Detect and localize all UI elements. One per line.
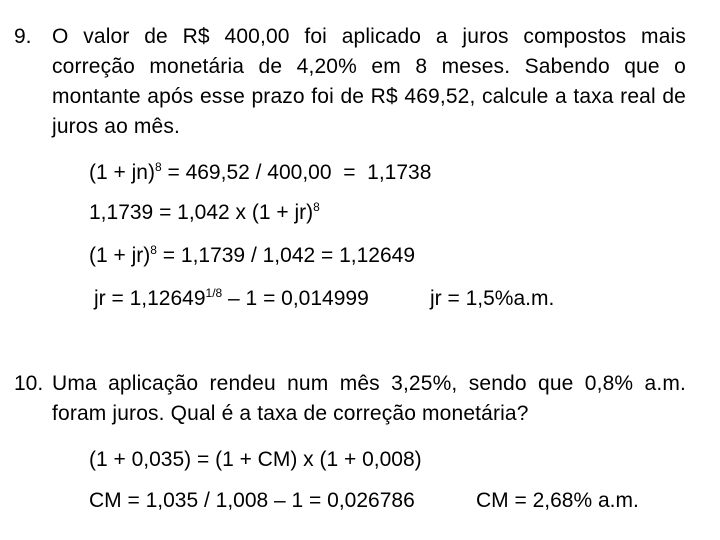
problem-statement <box>52 22 686 142</box>
statement-line: foram juros. Qual é a taxa de correção monetária? <box>52 402 529 425</box>
result-10: CM = 2,68% a.m. <box>476 489 639 512</box>
calc-line-1 <box>89 160 431 186</box>
calc-text: jr = 1,12649 <box>94 287 206 310</box>
problem-number: 9. <box>14 25 32 48</box>
statement-line: Uma aplicação rendeu num mês 3,25%, sendo que 0,8% a.m. <box>52 372 686 395</box>
calc-line-2 <box>89 200 320 226</box>
calc-text: (1 + jr) <box>89 244 151 267</box>
calc-line-1: (1 + 0,035) = (1 + CM) x (1 + 0,008) <box>89 448 422 471</box>
problem-number: 10. <box>14 372 44 395</box>
calc-text: = 1,1739 / 1,042 = 1,12649 <box>156 244 416 267</box>
calc-line-2: CM = 1,035 / 1,008 – 1 = 0,026786 <box>89 489 415 512</box>
calc-text: (1 + jn) <box>89 161 155 184</box>
statement-line: juros ao mês. <box>52 115 181 138</box>
calc-text: – 1 = 0,014999 <box>222 287 369 310</box>
statement-line: montante após esse prazo foi de R$ 469,52, calcule a taxa real de <box>52 85 686 108</box>
calc-text: = 469,52 / 400,00 = 1,1738 <box>161 161 432 184</box>
exponent: 8 <box>154 160 162 174</box>
exponent: 1/8 <box>205 286 223 300</box>
statement-line: O valor de R$ 400,00 foi aplicado a juros compostos mais <box>52 25 686 48</box>
calc-line-3 <box>89 243 415 269</box>
exponent: 8 <box>150 243 157 257</box>
calc-line-4 <box>94 286 369 312</box>
problem-9 <box>14 22 686 142</box>
problem-10 <box>14 369 686 429</box>
calc-text: 1,1739 = 1,042 x (1 + jr) <box>89 201 314 224</box>
result-9: jr = 1,5%a.m. <box>430 287 555 310</box>
exponent: 8 <box>313 200 320 214</box>
statement-line: correção monetária de 4,20% em 8 meses. Sabendo que o <box>52 55 686 78</box>
problem-statement <box>52 369 686 429</box>
